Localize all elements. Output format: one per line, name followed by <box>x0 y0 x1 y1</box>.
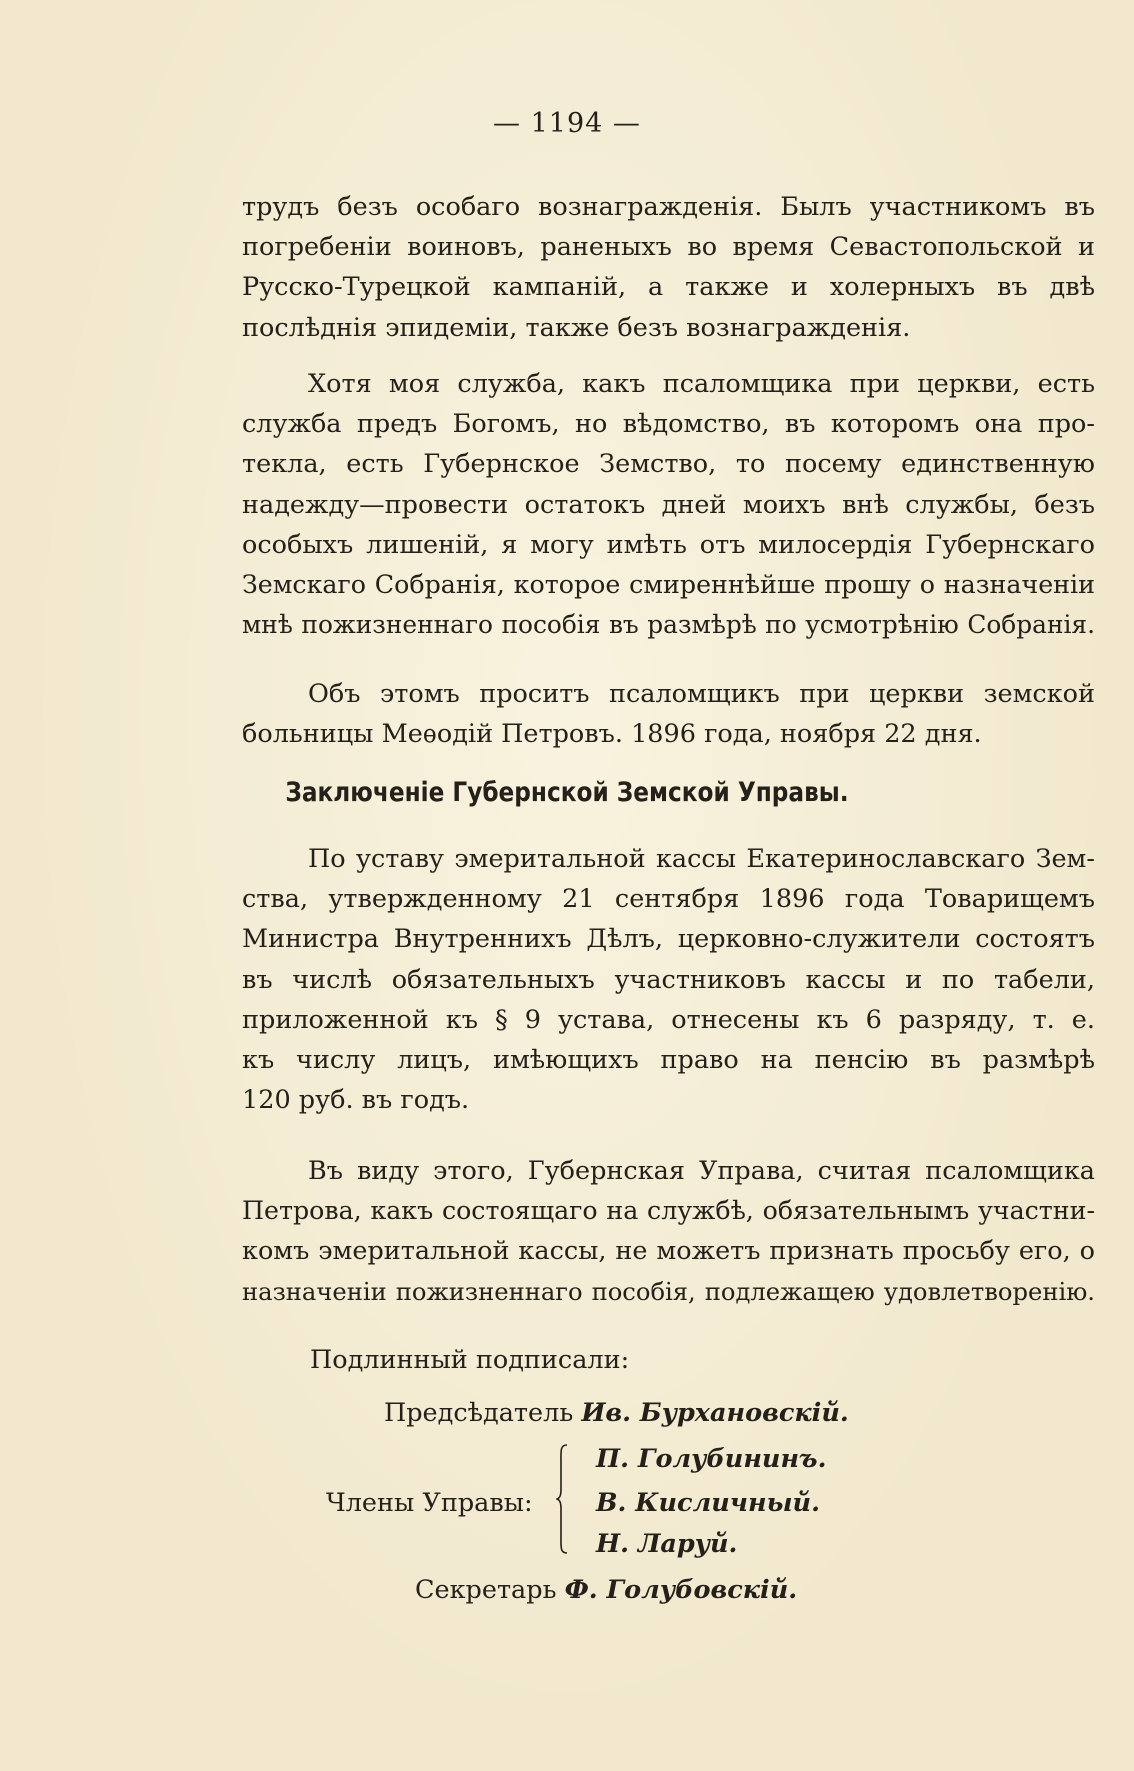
text-line: послѣднія эпидеміи, также безъ вознагражденія. <box>242 312 911 343</box>
chairman-name: Ив. Бурхановскій. <box>581 1398 849 1428</box>
text-line: трудъ безъ особаго вознагражденія. Былъ участникомъ въ <box>242 192 1095 222</box>
members-label: Члены Управы: <box>326 1488 533 1518</box>
text-line: надежду—провести остатокъ дней моихъ внѣ службы, безъ <box>242 489 1095 520</box>
page-number: — 1194 — <box>493 108 641 139</box>
member-signature: Н. Ларуй. <box>596 1529 738 1559</box>
paragraph-4 <box>242 839 1095 1120</box>
section-heading: Заключеніе Губернской Земской Управы. <box>285 777 849 808</box>
secretary-signature <box>415 1575 797 1605</box>
text-line: особыхъ лишеній, я могу имѣть отъ милосердія Губернскаго <box>242 529 1095 560</box>
paragraph-5 <box>242 1151 1095 1312</box>
text-line: 120 руб. въ годъ. <box>242 1085 470 1116</box>
paragraph-3 <box>242 674 1095 754</box>
paragraph-1 <box>242 187 1095 348</box>
text-line: служба предъ Богомъ, но вѣдомство, въ которомъ она про- <box>242 409 1095 440</box>
signed-label: Подлинный подписали: <box>310 1345 630 1375</box>
curly-brace-icon <box>556 1443 570 1555</box>
text-line: ства, утвержденному 21 сентября 1896 года Товарищемъ <box>242 884 1095 915</box>
text-line: въ числѣ обязательныхъ участниковъ кассы и по табели, <box>242 964 1095 995</box>
member-signature: П. Голубининъ. <box>596 1444 827 1474</box>
text-line: Въ виду этого, Губернская Управа, считая псаломщика <box>308 1156 1095 1186</box>
text-line: назначеніи пожизненнаго пособія, подлежащею удовлетворенію. <box>242 1277 1095 1306</box>
text-line: Русско-Турецкой кампаній, а также и холерныхъ въ двѣ <box>242 272 1095 303</box>
text-line: По уставу эмеритальной кассы Екатеринославскаго Зем- <box>308 844 1095 874</box>
text-line: мнѣ пожизненнаго пособія въ размѣрѣ по усмотрѣнію Собранія. <box>242 610 1095 640</box>
text-line: больницы Меѳодій Петровъ. 1896 года, ноября 22 дня. <box>242 719 982 750</box>
chairman-signature <box>384 1398 849 1428</box>
text-line: погребеніи воиновъ, раненыхъ во время Севастопольской и <box>242 232 1095 263</box>
text-line: Земскаго Собранія, которое смиреннѣйше прошу о назначеніи <box>242 569 1095 599</box>
text-line: Хотя моя служба, какъ псаломщика при церкви, есть <box>308 369 1095 399</box>
text-line: комъ эмеритальной кассы, не можетъ признать просьбу его, о <box>242 1236 1095 1267</box>
secretary-label: Секретарь <box>415 1575 557 1605</box>
text-line: текла, есть Губернское Земство, то посему единственную <box>242 449 1095 480</box>
text-line: приложенной къ § 9 устава, отнесены къ 6 разряду, т. е. <box>242 1004 1095 1035</box>
chairman-label: Предсѣдатель <box>384 1398 574 1428</box>
text-line: Петрова, какъ состоящаго на службѣ, обязательнымъ участни- <box>242 1196 1095 1226</box>
text-line: Объ этомъ проситъ псаломщикъ при церкви земской <box>308 679 1095 709</box>
secretary-name: Ф. Голубовскій. <box>564 1575 798 1605</box>
text-line: къ числу лицъ, имѣющихъ право на пенсію въ размѣрѣ <box>242 1044 1095 1075</box>
text-line: Министра Внутреннихъ Дѣлъ, церковно-служители состоятъ <box>242 924 1095 955</box>
member-signature: В. Кисличный. <box>596 1488 820 1518</box>
paragraph-2 <box>242 364 1095 645</box>
